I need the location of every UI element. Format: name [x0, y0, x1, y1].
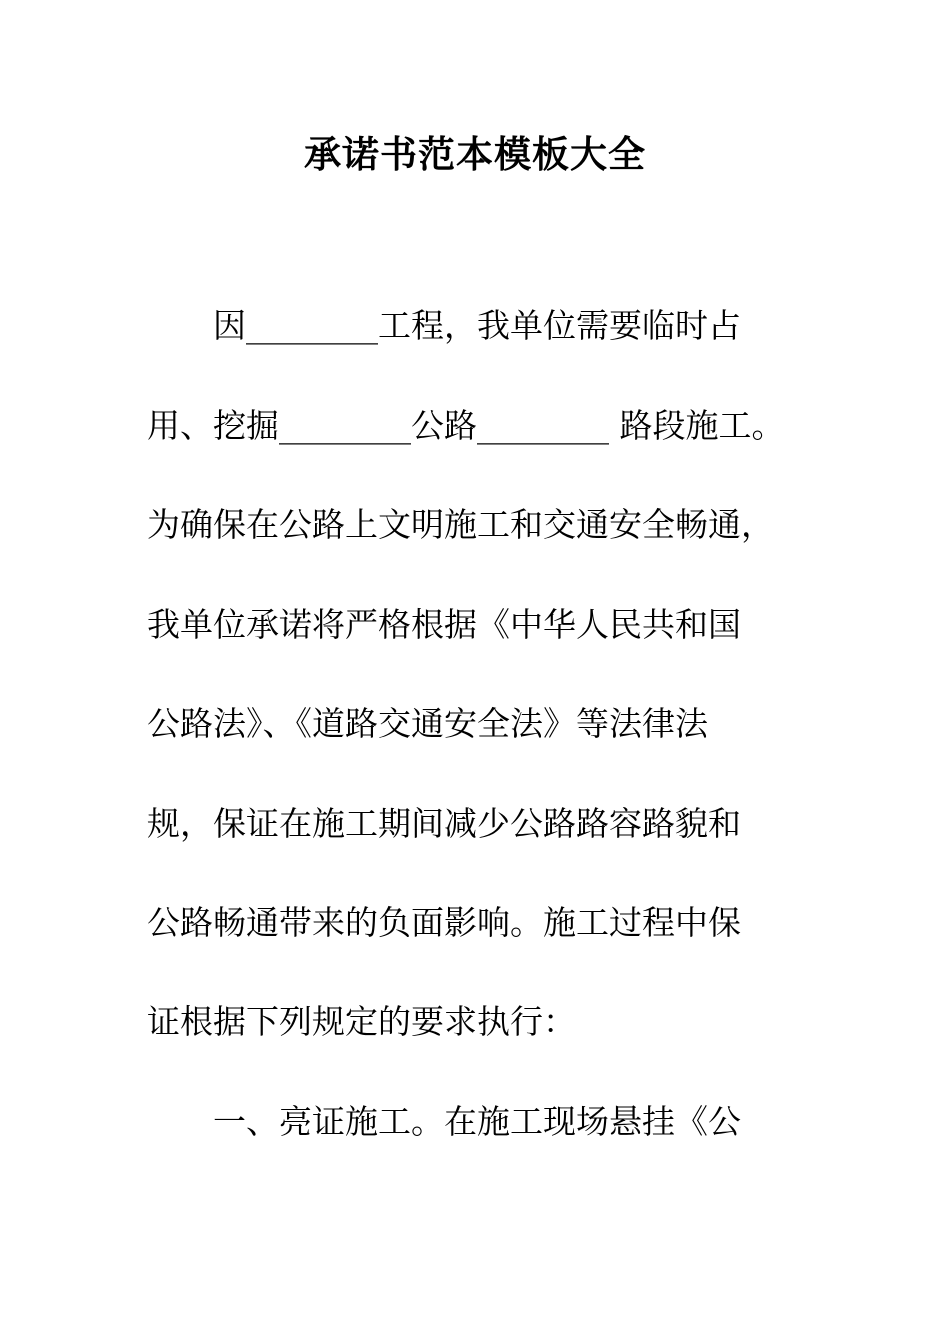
- body-line: 为确保在公路上文明施工和交通安全畅通，: [147, 505, 774, 544]
- document-title: 承诺书范本模板大全: [304, 132, 646, 176]
- body-line: 公路法》、《道路交通安全法》等法律法: [147, 704, 708, 743]
- body-line: 一、亮证施工。在施工现场悬挂《公: [147, 1102, 741, 1141]
- body-line: 证根据下列规定的要求执行：: [147, 1002, 576, 1041]
- body-line: 规，保证在施工期间减少公路路容路貌和: [147, 804, 741, 843]
- body-line: 用、挖掘________公路________ 路段施工。: [147, 406, 785, 445]
- body-line: 公路畅通带来的负面影响。施工过程中保: [147, 903, 741, 942]
- body-line: 因________工程，我单位需要临时占: [147, 306, 741, 345]
- body-line: 我单位承诺将严格根据《中华人民共和国: [147, 605, 741, 644]
